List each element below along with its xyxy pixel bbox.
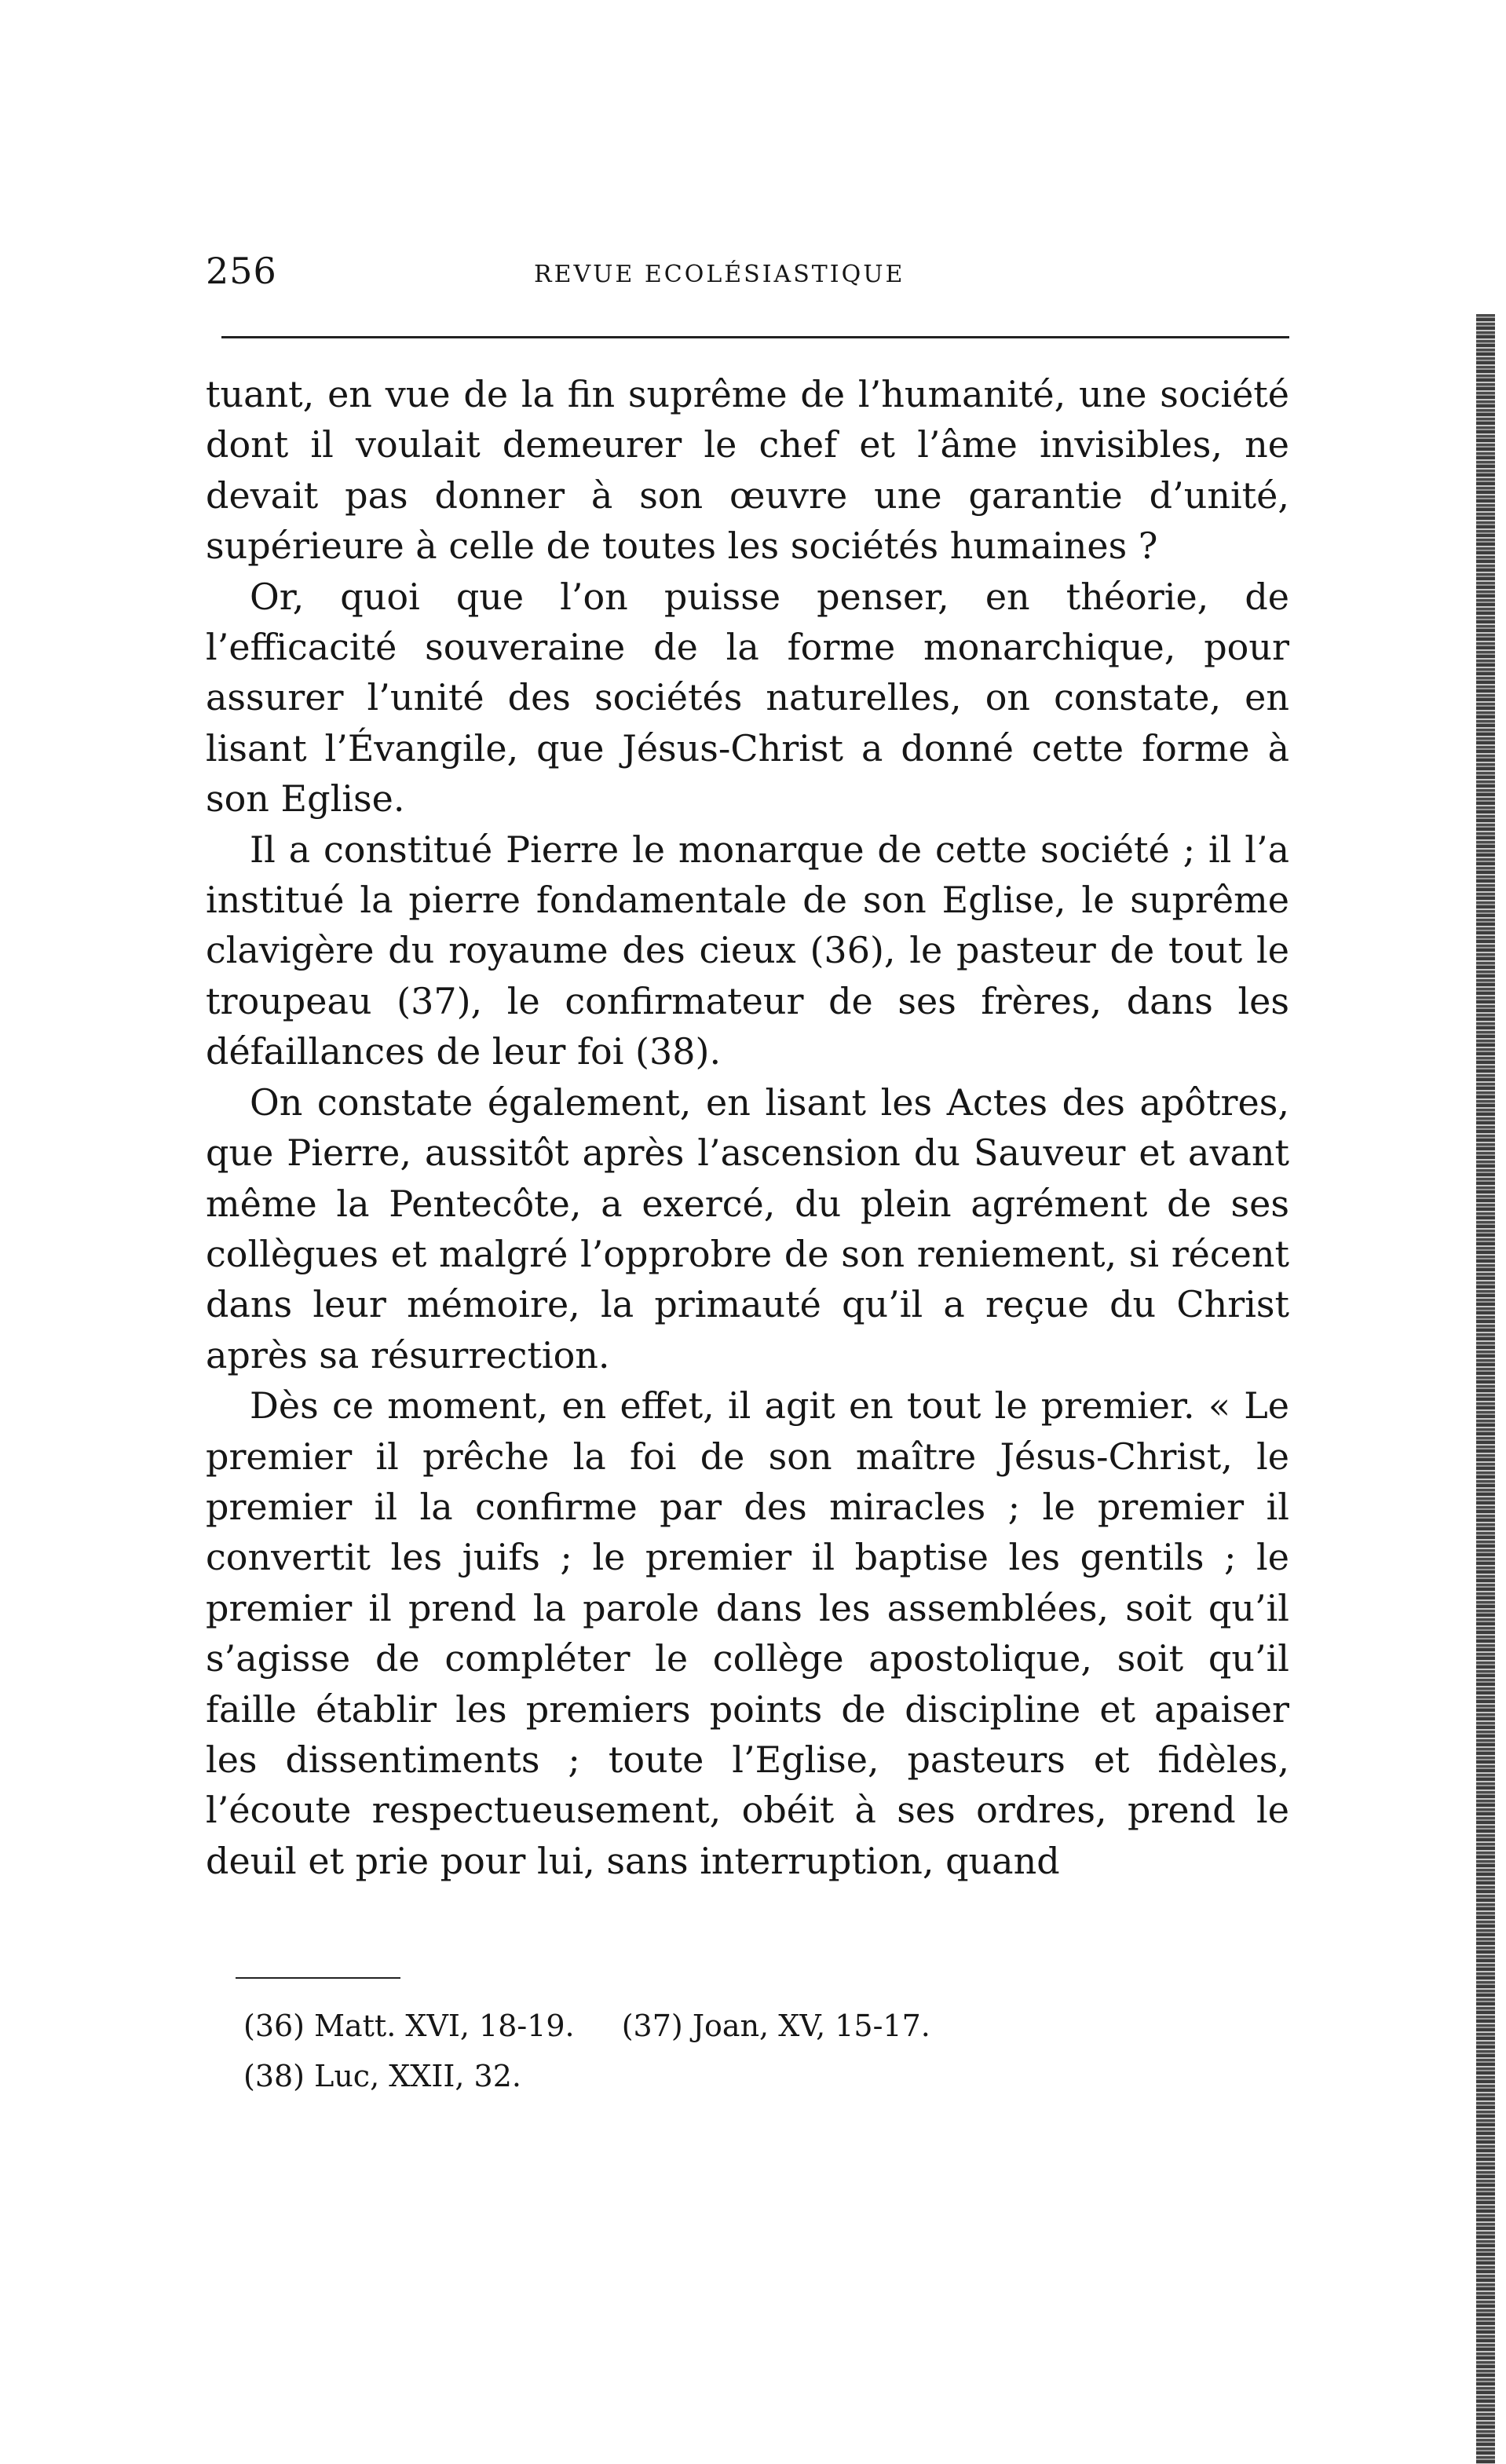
paragraph: On constate également, en lisant les Actes des apôtres, que Pierre, aussitôt après l’ascension du Sauveur et avant même la Pentecôte, a exercé, du plein agrément de ses collègues et malgré l’opprobre de son reniement, si récent dans leur mémoire, la primauté qu’il a reçue du Christ après sa résurrection. xyxy=(206,1080,1289,1376)
page-header xyxy=(206,250,1289,297)
page-number: 256 xyxy=(206,250,277,292)
footnote-rule xyxy=(236,1977,400,1979)
paragraph: Dès ce moment, en effet, il agit en tout le premier. « Le premier il prêche la foi de son maître Jésus-Christ, le premier il la confirme par des miracles ; le premier il convertit les juifs ; le premier il baptise les gentils ; le premier il prend la parole dans les assemblées, soit qu’il s’agisse de compléter le collège apostolique, soit qu’il faille établir les premiers points de discipline et apaiser les dissentiments ; toute l’Eglise, pasteurs et fidèles, l’écoute respectueusement, obéit à ses ordres, prend le deuil et prie pour lui, sans interruption, quand xyxy=(206,1384,1289,1882)
paragraph: tuant, en vue de la fin suprême de l’humanité, une société dont il voulait demeurer le chef et l’âme invisibles, ne devait pas donner à son œuvre une garantie d’unité, supérieure à celle de toutes les sociétés humaines ? xyxy=(206,373,1289,568)
paragraph: Il a constitué Pierre le monarque de cette société ; il l’a institué la pierre fondamentale de son Eglise, le suprême clavigère du royaume des cieux (36), le pasteur de tout le troupeau (37), le confirmateur de ses frères, dans les défaillances de leur foi (38). xyxy=(206,828,1289,1073)
paragraph: Or, quoi que l’on puisse penser, en théorie, de l’efficacité souveraine de la forme monarchique, pour assurer l’unité des sociétés naturelles, on constate, en lisant l’Évangile, que Jésus-Christ a donné cette forme à son Eglise. xyxy=(206,575,1289,821)
footnote-36: (36) Matt. XVI, 18-19. xyxy=(243,2009,575,2043)
footnote-line xyxy=(243,2001,1186,2051)
footnote-38: (38) Luc, XXII, 32. xyxy=(243,2059,521,2093)
footnote-37: (37) Joan, XV, 15-17. xyxy=(621,2009,930,2043)
footnotes xyxy=(243,2001,1186,2101)
body-text xyxy=(206,369,1289,1886)
footnote-line xyxy=(243,2051,1186,2101)
header-rule xyxy=(221,336,1289,338)
page-binding-edge xyxy=(1476,314,1495,2464)
running-title: REVUE ECOLÉSIASTIQUE xyxy=(534,261,905,288)
